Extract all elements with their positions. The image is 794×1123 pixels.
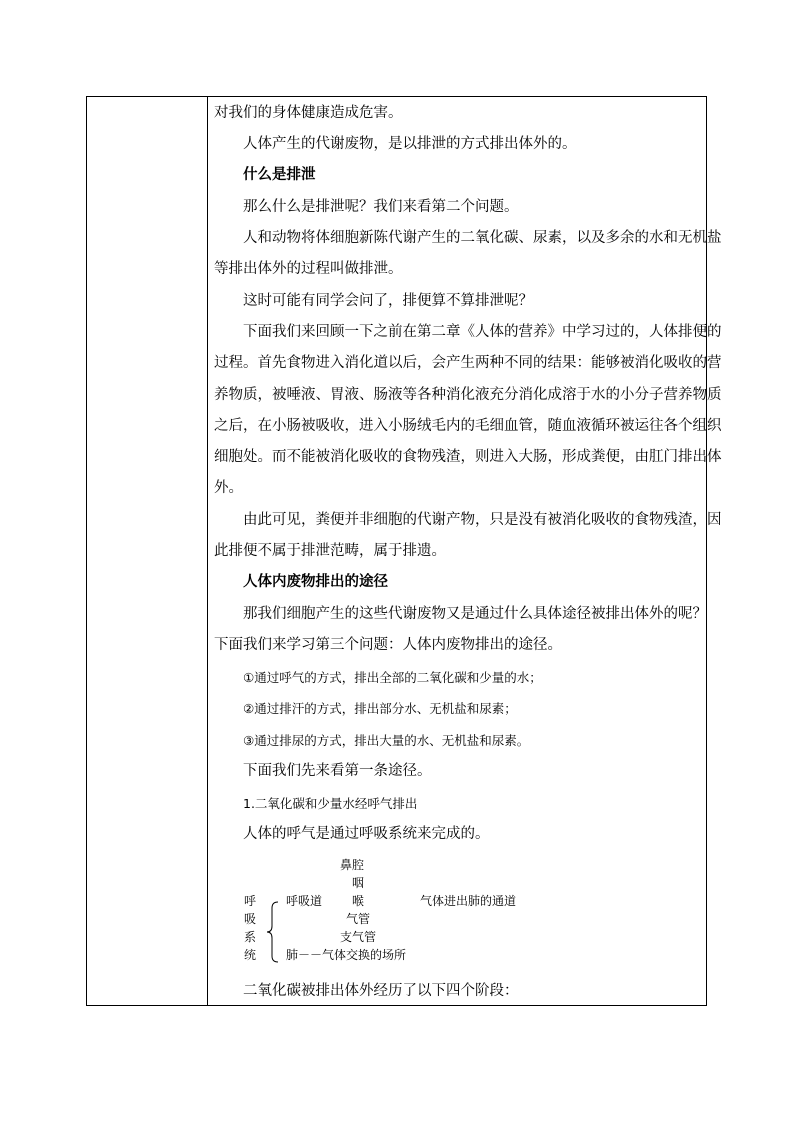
diagram-airway-function: 气体进出肺的通道 (420, 894, 517, 908)
paragraph-line: 下面我们来回顾一下之前在第二章《人体的营养》中学习过的，人体排便的 (243, 324, 722, 340)
diagram-lung: 肺－－气体交换的场所 (286, 948, 407, 962)
paragraph-line: 二氧化碳被排出体外经历了以下四个阶段： (243, 983, 519, 999)
paragraph-line: 由此可见，粪便并非细胞的代谢产物，只是没有被消化吸收的食物残渣，因 (243, 512, 722, 528)
paragraph-line: 对我们的身体健康造成危害。 (214, 105, 403, 121)
respiratory-system-diagram (244, 853, 544, 971)
pathway-item: ①通过呼气的方式，排出全部的二氧化碳和少量的水； (243, 670, 542, 685)
paragraph-line: 人和动物将体细胞新陈代谢产生的二氧化碳、尿素，以及多余的水和无机盐 (243, 230, 722, 246)
diagram-system-char: 系 (244, 930, 257, 944)
paragraph-line: 那么什么是排泄呢？我们来看第二个问题。 (243, 199, 519, 215)
lesson-table (86, 96, 722, 1006)
paragraph-line: 养物质，被唾液、胃液、肠液等各种消化液充分消化成溶于水的小分子营养物质 (214, 387, 722, 403)
diagram-system-char: 呼 (244, 894, 257, 908)
section-heading-excretion: 什么是排泄 (243, 167, 316, 183)
paragraph-line: 外。 (214, 480, 243, 496)
pathway-item: ③通过排尿的方式，排出大量的水、无机盐和尿素。 (243, 733, 530, 748)
paragraph-line: 此排便不属于排泄范畴，属于排遗。 (214, 543, 446, 559)
diagram-nasal-cavity: 鼻腔 (340, 858, 365, 872)
pathway-item: ②通过排汗的方式，排出部分水、无机盐和尿素； (243, 701, 517, 716)
column-divider (207, 97, 208, 1005)
paragraph-line: 下面我们先来看第一条途径。 (243, 763, 432, 779)
subsection-heading: 1.二氧化碳和少量水经呼气排出 (243, 796, 418, 811)
diagram-pharynx: 咽 (352, 876, 365, 890)
paragraph-line: 人体产生的代谢废物，是以排泄的方式排出体外的。 (243, 136, 577, 152)
paragraph-line: 这时可能有同学会问了，排便算不算排泄呢？ (243, 293, 533, 309)
paragraph-line: 人体的呼气是通过呼吸系统来完成的。 (243, 826, 490, 842)
paragraph-line: 等排出体外的过程叫做排泄。 (214, 261, 403, 277)
diagram-larynx: 喉 (352, 894, 365, 908)
paragraph-line: 细胞处。而不能被消化吸收的食物残渣，则进入大肠，形成粪便，由肛门排出体 (214, 449, 722, 465)
diagram-system-char: 统 (244, 948, 257, 962)
diagram-system-char: 吸 (244, 912, 257, 926)
diagram-trachea: 气管 (346, 912, 371, 926)
paragraph-line: 下面我们来学习第三个问题：人体内废物排出的途径。 (214, 637, 562, 653)
paragraph-line: 过程。首先食物进入消化道以后，会产生两种不同的结果：能够被消化吸收的营 (214, 355, 722, 371)
paragraph-line: 那我们细胞产生的这些代谢废物又是通过什么具体途径被排出体外的呢？ (243, 606, 707, 622)
curly-brace-icon (266, 901, 280, 963)
paragraph-line: 之后，在小肠被吸收，进入小肠绒毛内的毛细血管，随血液循环被运往各个组织 (214, 418, 722, 434)
diagram-bronchi: 支气管 (340, 930, 377, 944)
section-heading-pathways: 人体内废物排出的途径 (243, 574, 388, 590)
diagram-airway: 呼吸道 (286, 894, 323, 908)
